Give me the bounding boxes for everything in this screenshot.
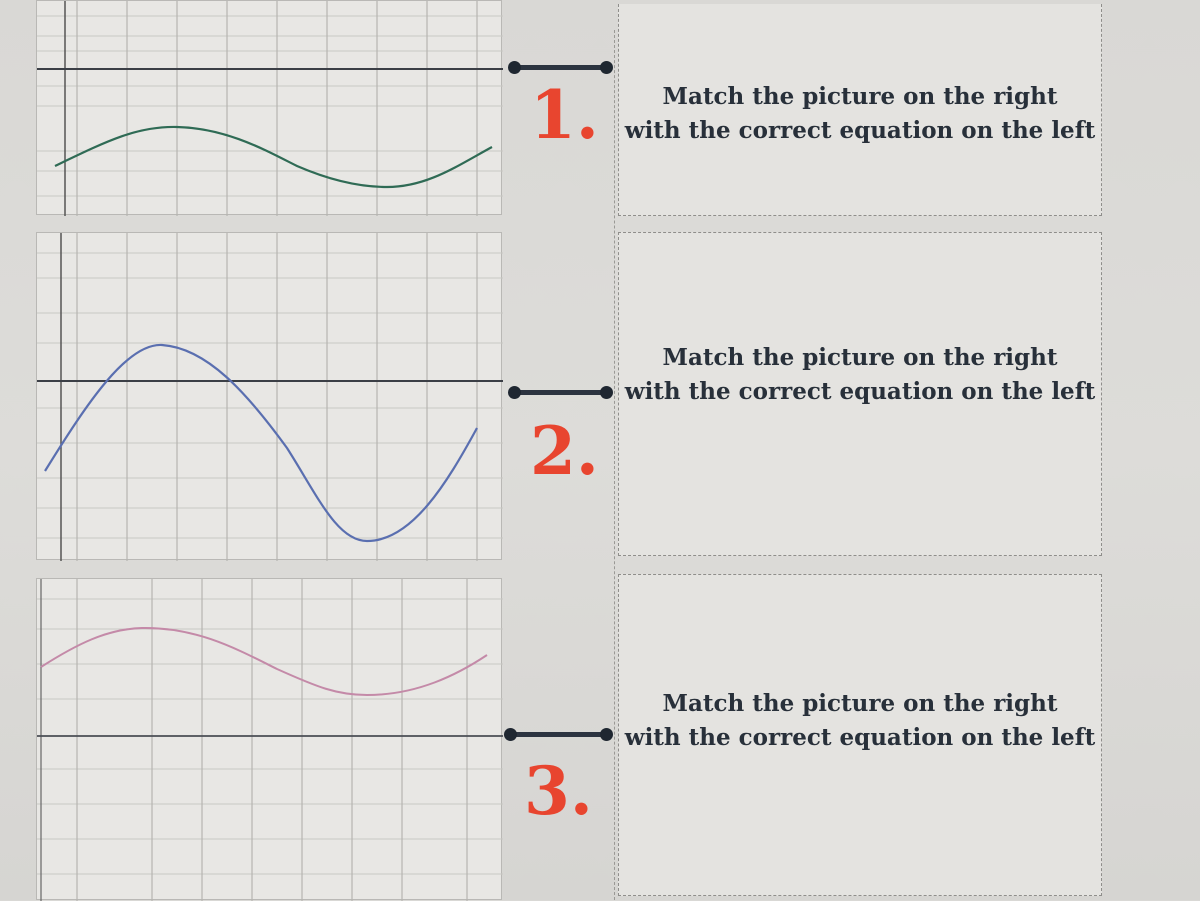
drag-handle-dot-icon[interactable]	[508, 61, 521, 74]
connector-line-1	[512, 65, 612, 70]
item-number-2: 2.	[530, 412, 599, 490]
answer-drop-box-3[interactable]	[618, 574, 1102, 896]
sine-graph-2	[37, 233, 503, 561]
answer-drop-box-2[interactable]	[618, 232, 1102, 556]
vertical-guide-line	[614, 30, 615, 900]
prompt-text-1	[619, 80, 1101, 148]
prompt-line-2: with the correct equation on the left	[624, 378, 1096, 405]
item-number-3: 3.	[524, 752, 593, 830]
prompt-text-3	[619, 687, 1101, 755]
item-number-1: 1.	[530, 76, 599, 154]
drag-handle-dot-icon[interactable]	[508, 386, 521, 399]
connector-line-3	[508, 732, 612, 737]
prompt-line-1: Match the picture on the right	[662, 690, 1058, 717]
prompt-line-2: with the correct equation on the left	[624, 117, 1096, 144]
graph-card-1[interactable]	[36, 0, 502, 215]
drop-target-dot-icon[interactable]	[600, 61, 613, 74]
graph-card-2[interactable]	[36, 232, 502, 560]
sine-graph-3	[37, 579, 503, 901]
prompt-line-2: with the correct equation on the left	[624, 724, 1096, 751]
connector-line-2	[512, 390, 612, 395]
prompt-line-1: Match the picture on the right	[662, 344, 1058, 371]
prompt-line-1: Match the picture on the right	[662, 83, 1058, 110]
drop-target-dot-icon[interactable]	[600, 386, 613, 399]
drag-handle-dot-icon[interactable]	[504, 728, 517, 741]
sine-graph-1	[37, 1, 503, 216]
drop-target-dot-icon[interactable]	[600, 728, 613, 741]
graph-card-3[interactable]	[36, 578, 502, 900]
prompt-text-2	[619, 341, 1101, 409]
answer-drop-box-1[interactable]	[618, 4, 1102, 216]
